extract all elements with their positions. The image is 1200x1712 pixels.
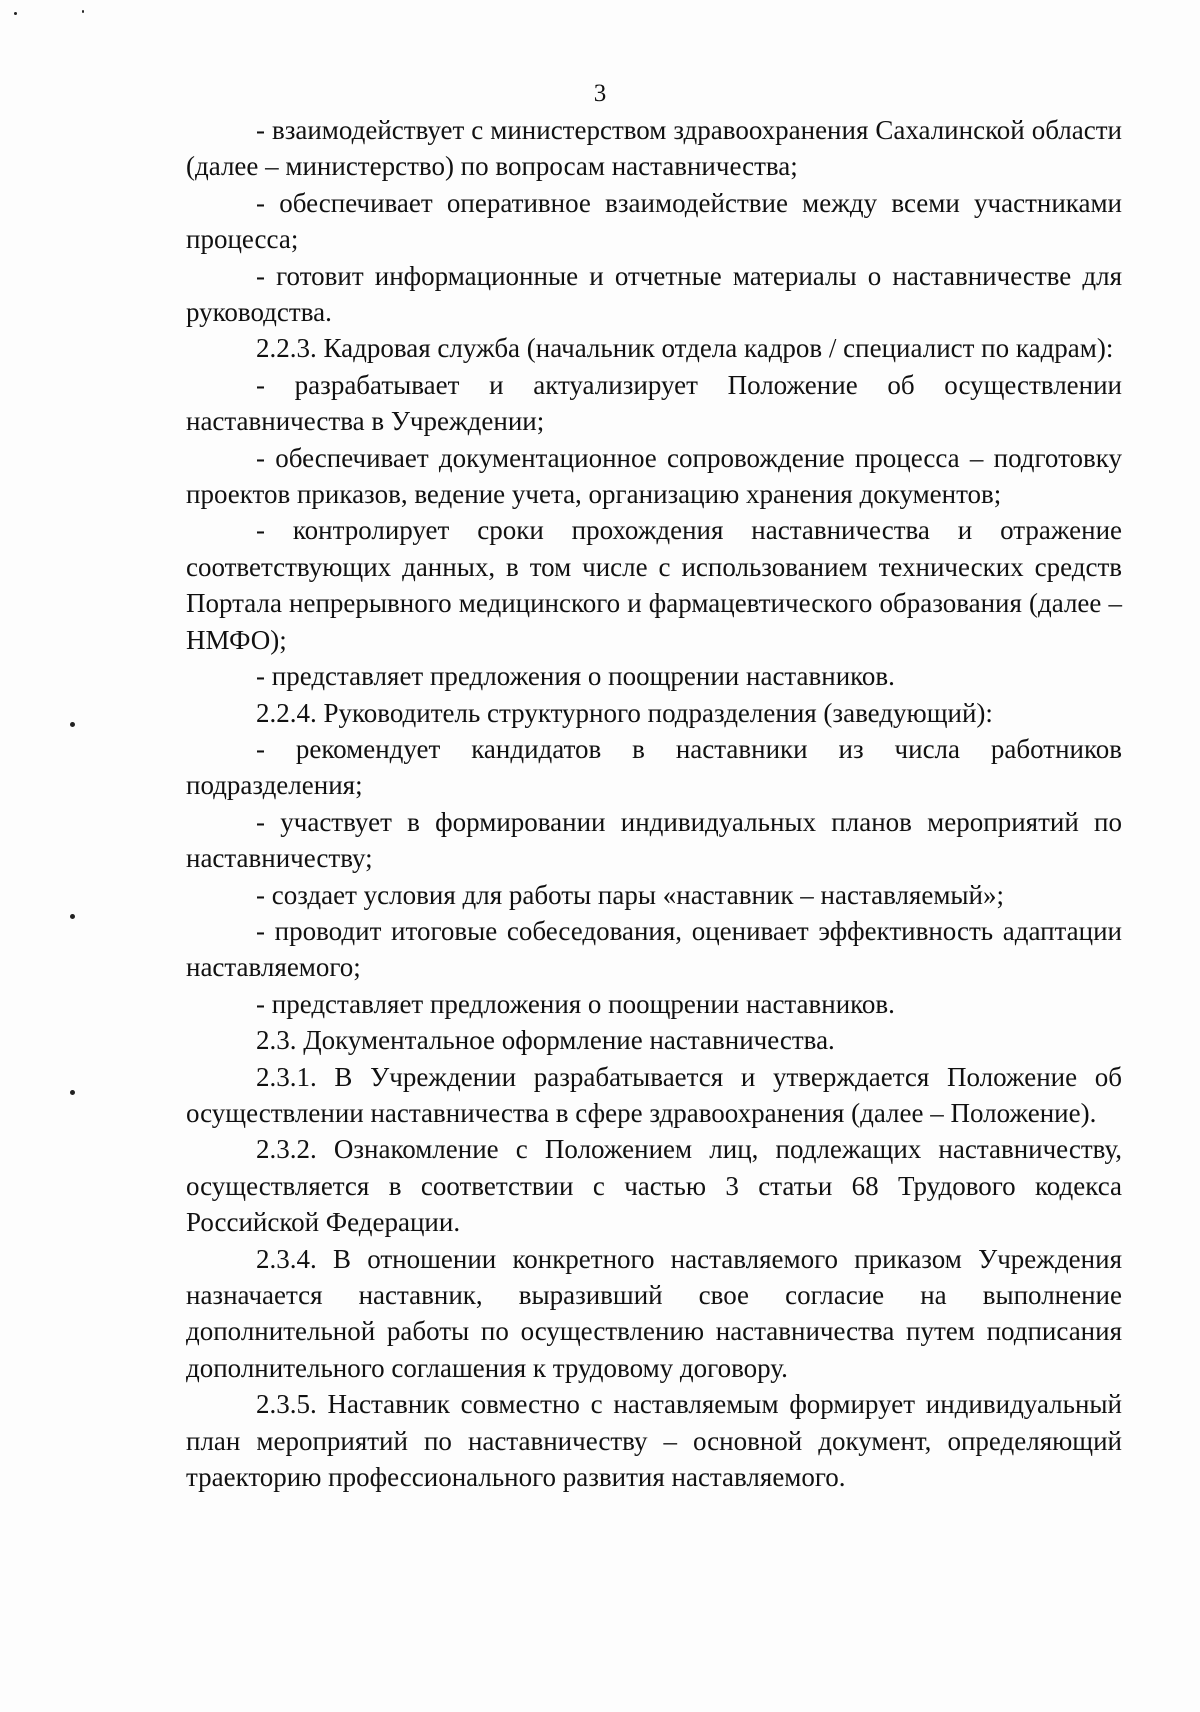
page-number: 3 bbox=[593, 80, 607, 107]
section-heading: 2.3. Документальное оформление наставничества. bbox=[256, 1025, 835, 1056]
section-heading: 2.2.3. Кадровая служба (начальник отдела кадров / специалист по кадрам): bbox=[256, 333, 1114, 364]
scan-speck bbox=[82, 10, 84, 13]
paragraph: - обеспечивает документационное сопровождение процесса – подготовку проектов приказов, ведение учета, организацию хранения документов; bbox=[186, 442, 1122, 510]
section-heading: 2.2.4. Руководитель структурного подразделения (заведующий): bbox=[256, 697, 993, 728]
paragraph: 2.3.4. В отношении конкретного наставляемого приказом Учреждения назначается наставник, выразивший свое согласие на выполнение дополнительной работы по осуществлению наставничества путем подписания дополнительного соглашения к трудовому договору. bbox=[186, 1243, 1122, 1383]
paragraph: 2.3.1. В Учреждении разрабатывается и утверждается Положение об осуществлении наставничества в сфере здравоохранения (далее – Положение). bbox=[186, 1061, 1122, 1128]
paragraph: 2.3.2. Ознакомление с Положением лиц, подлежащих наставничеству, осуществляется в соответствии с частью 3 статьи 68 Трудового кодекса Российской Федерации. bbox=[186, 1134, 1122, 1238]
paragraph: - участвует в формировании индивидуальных планов мероприятий по наставничеству; bbox=[186, 806, 1122, 874]
paragraph: - обеспечивает оперативное взаимодействие между всеми участниками процесса; bbox=[186, 187, 1122, 255]
scan-speck bbox=[70, 1090, 75, 1095]
paragraph: - разрабатывает и актуализирует Положение об осуществлении наставничества в Учреждении; bbox=[186, 369, 1122, 437]
paragraph: - взаимодействует с министерством здравоохранения Сахалинской области (далее – министерство) по вопросам наставничества; bbox=[186, 115, 1122, 182]
paragraph: - рекомендует кандидатов в наставники из числа работников подразделения; bbox=[186, 733, 1122, 801]
paragraph: - контролирует сроки прохождения наставничества и отражение соответствующих данных, в том числе с использованием технических средств Портала непрерывного медицинского и фармацевтического образования (далее – НМФО); bbox=[186, 515, 1122, 655]
paragraph: - создает условия для работы пары «наставник – наставляемый»; bbox=[256, 879, 1005, 910]
paragraph: - представляет предложения о поощрении наставников. bbox=[256, 988, 895, 1019]
paragraph: - готовит информационные и отчетные материалы о наставничестве для руководства. bbox=[186, 260, 1122, 328]
scan-speck bbox=[14, 12, 17, 15]
paragraph: 2.3.5. Наставник совместно с наставляемым формирует индивидуальный план мероприятий по наставничеству – основной документ, определяющий траекторию профессионального развития наставляемого. bbox=[186, 1389, 1122, 1493]
paragraph: - представляет предложения о поощрении наставников. bbox=[256, 661, 895, 692]
document-body bbox=[186, 112, 1122, 1495]
paragraph: - проводит итоговые собеседования, оценивает эффективность адаптации наставляемого; bbox=[186, 915, 1122, 983]
scan-speck bbox=[70, 722, 75, 727]
scan-speck bbox=[70, 914, 75, 919]
